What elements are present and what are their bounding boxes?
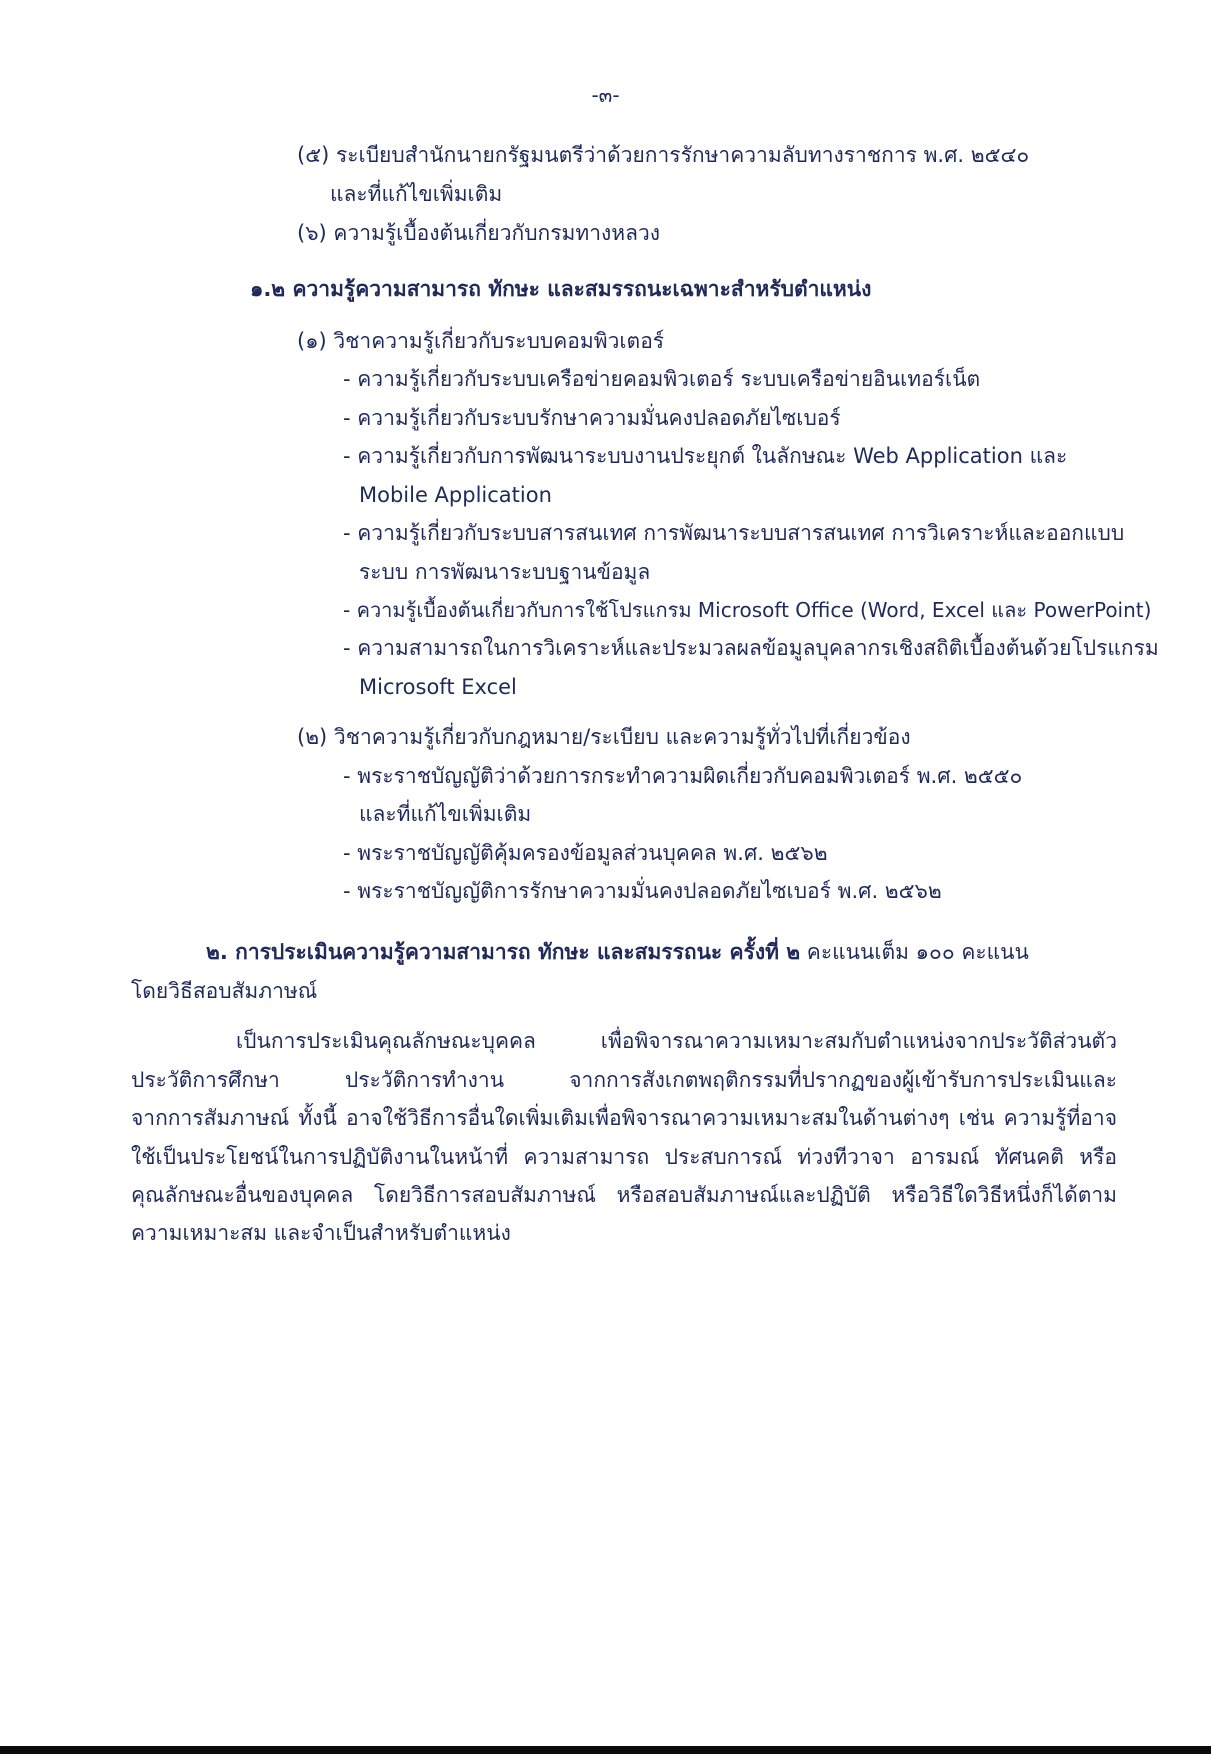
sub1-line: - ความรู้เกี่ยวกับระบบสารสนเทศ การพัฒนาระบบสารสนเทศ การวิเคราะห์และออกแบบ: [343, 521, 1125, 545]
sub1-line: - ความสามารถในการวิเคราะห์และประมวลผลข้อมูลบุคลากรเชิงสถิติเบื้องต้นด้วยโปรแกรม: [343, 636, 1159, 660]
section-2-paragraph-line: จากการสัมภาษณ์ ทั้งนี้ อาจใช้วิธีการอื่นใดเพิ่มเติมเพื่อพิจารณาความเหมาะสมในด้านต่างๆ เช่น ความรู้ที่อาจ: [131, 1106, 1117, 1130]
section-2-heading-bold: ๒. การประเมินความรู้ความสามารถ ทักษะ และสมรรถนะ ครั้งที่ ๒: [206, 940, 801, 964]
section-2-heading-score: คะแนนเต็ม ๑๐๐ คะแนน: [800, 940, 1029, 964]
sub2-line: - พระราชบัญญัติว่าด้วยการกระทำความผิดเกี่ยวกับคอมพิวเตอร์ พ.ศ. ๒๕๕๐: [343, 764, 1023, 788]
sub1-line: - ความรู้เกี่ยวกับการพัฒนาระบบงานประยุกต์ ในลักษณะ Web Application และ: [343, 444, 1068, 468]
sub2-line-continued: และที่แก้ไขเพิ่มเติม: [359, 802, 532, 826]
scan-bottom-edge: [0, 1746, 1211, 1754]
section-2-paragraph-line: ความเหมาะสม และจำเป็นสำหรับตำแหน่ง: [131, 1221, 511, 1245]
sub1-title: (๑) วิชาความรู้เกี่ยวกับระบบคอมพิวเตอร์: [297, 329, 665, 353]
intro-item-5: (๕) ระเบียบสำนักนายกรัฐมนตรีว่าด้วยการรักษาความลับทางราชการ พ.ศ. ๒๕๔๐: [297, 143, 1030, 167]
section-2-heading: [206, 937, 1029, 967]
section-1-2-heading: ๑.๒ ความรู้ความสามารถ ทักษะ และสมรรถนะเฉพาะสำหรับตำแหน่ง: [250, 277, 872, 301]
sub1-line: - ความรู้เกี่ยวกับระบบรักษาความมั่นคงปลอดภัยไซเบอร์: [343, 406, 841, 430]
sub2-line: - พระราชบัญญัติคุ้มครองข้อมูลส่วนบุคคล พ.ศ. ๒๕๖๒: [343, 841, 828, 865]
intro-item-5-continued: และที่แก้ไขเพิ่มเติม: [330, 182, 503, 206]
section-2-paragraph-line: เป็นการประเมินคุณลักษณะบุคคล เพื่อพิจารณาความเหมาะสมกับตำแหน่งจากประวัติส่วนตัว: [236, 1029, 1117, 1053]
page-number: -๓-: [591, 83, 620, 107]
sub2-line: - พระราชบัญญัติการรักษาความมั่นคงปลอดภัยไซเบอร์ พ.ศ. ๒๕๖๒: [343, 879, 942, 903]
section-2-paragraph-line: คุณลักษณะอื่นของบุคคล โดยวิธีการสอบสัมภาษณ์ หรือสอบสัมภาษณ์และปฏิบัติ หรือวิธีใดวิธีหนึ่งก็ได้ตาม: [131, 1183, 1117, 1207]
intro-item-6: (๖) ความรู้เบื้องต้นเกี่ยวกับกรมทางหลวง: [297, 221, 661, 245]
section-2-heading-method: โดยวิธีสอบสัมภาษณ์: [131, 979, 318, 1003]
sub1-line-continued: ระบบ การพัฒนาระบบฐานข้อมูล: [359, 560, 651, 584]
sub1-line-continued: Mobile Application: [359, 483, 552, 507]
section-2-paragraph-line: ประวัติการศึกษา ประวัติการทำงาน จากการสังเกตพฤติกรรมที่ปรากฏของผู้เข้ารับการประเมินและ: [131, 1068, 1117, 1092]
sub1-line-continued: Microsoft Excel: [359, 675, 517, 699]
sub1-line: - ความรู้เบื้องต้นเกี่ยวกับการใช้โปรแกรม Microsoft Office (Word, Excel และ PowerPoint): [343, 598, 1152, 622]
sub1-line: - ความรู้เกี่ยวกับระบบเครือข่ายคอมพิวเตอร์ ระบบเครือข่ายอินเทอร์เน็ต: [343, 367, 981, 391]
section-2-paragraph-line: ใช้เป็นประโยชน์ในการปฏิบัติงานในหน้าที่ ความสามารถ ประสบการณ์ ท่วงทีวาจา อารมณ์ ทัศนคติ หรือ: [131, 1145, 1117, 1169]
sub2-title: (๒) วิชาความรู้เกี่ยวกับกฎหมาย/ระเบียบ และความรู้ทั่วไปที่เกี่ยวข้อง: [297, 725, 911, 749]
